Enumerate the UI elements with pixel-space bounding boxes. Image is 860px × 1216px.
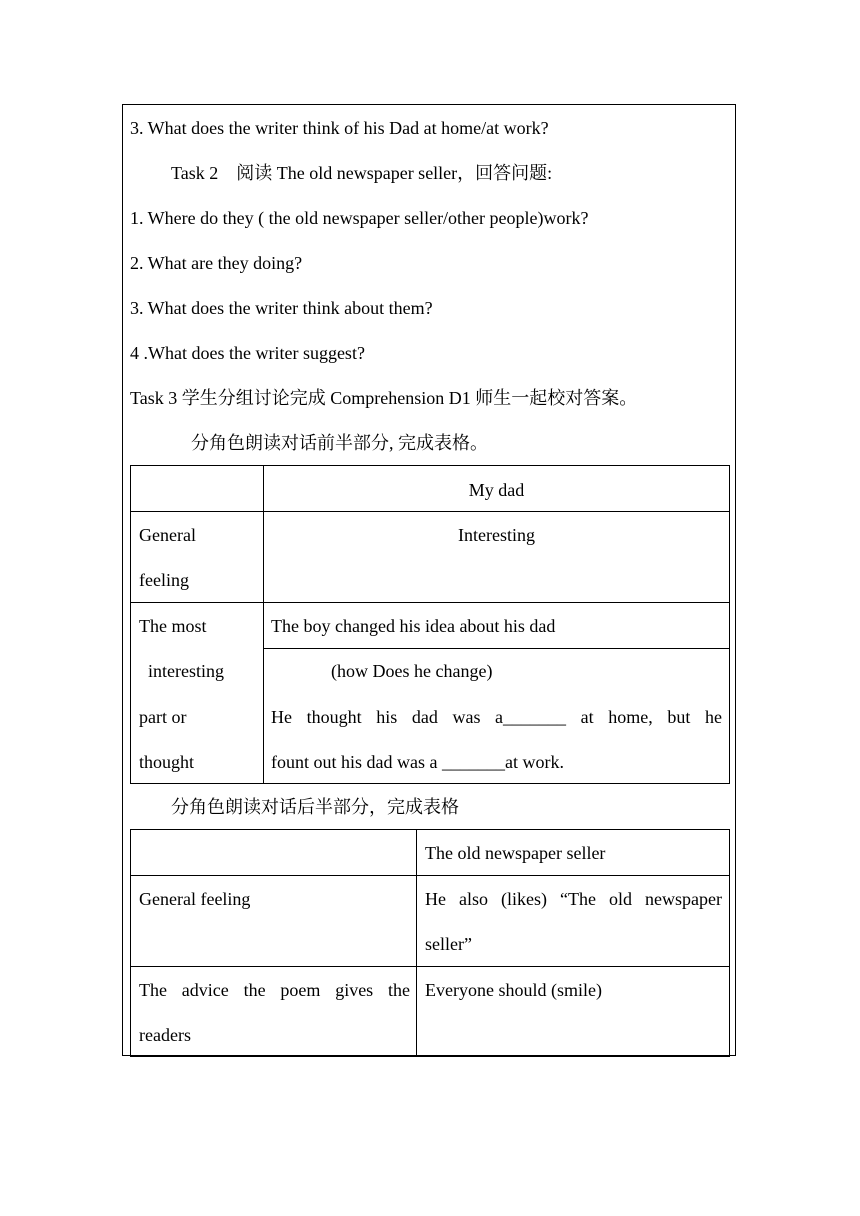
table2-row1-value: He also (likes) “The old newspaper [425, 889, 722, 909]
table2-row-divider [130, 966, 730, 967]
table2-row1-label: General feeling [139, 889, 251, 909]
table1-row1-value: Interesting [458, 525, 535, 545]
roleplay-instruction-1: 分角色朗读对话前半部分, 完成表格。 [191, 433, 488, 453]
table1-row-divider [130, 511, 730, 512]
table1-row1-label: feeling [139, 570, 189, 590]
table1-fill-in-line: He thought his dad was a_______ at home, but he [271, 707, 722, 727]
table2-row2-value: Everyone should (smile) [425, 980, 602, 1000]
table1-row2-label: part or [139, 707, 187, 727]
table2-header: The old newspaper seller [425, 843, 606, 863]
table2-column-divider [416, 829, 417, 1057]
table1-column-divider [263, 465, 264, 784]
question-3: 3. What does the writer think about them? [130, 298, 433, 318]
task-2-heading: Task 2 阅读 The old newspaper seller，回答问题: [171, 163, 553, 183]
question-4: 4 .What does the writer suggest? [130, 343, 365, 363]
table1-row1-label: General [139, 525, 196, 545]
table1-row2-label: interesting [148, 661, 224, 681]
question-3-dad: 3. What does the writer think of his Dad at home/at work? [130, 118, 549, 138]
table2-row2-label: readers [139, 1025, 191, 1045]
table1-header: My dad [468, 480, 525, 500]
roleplay-instruction-2: 分角色朗读对话后半部分，完成表格 [171, 797, 459, 817]
table1-fill-in-line: fount out his dad was a _______at work. [271, 752, 564, 772]
table1-row-divider [130, 602, 730, 603]
table2-row2-label: The advice the poem gives the [139, 980, 410, 1000]
table2-row-divider [130, 875, 730, 876]
table1-row2-subheading: (how Does he change) [331, 661, 493, 681]
table1-row2-label: The most [139, 616, 207, 636]
table1-inner-divider [263, 648, 730, 649]
task-3-heading: Task 3 学生分组讨论完成 Comprehension D1 师生一起校对答案。 [130, 388, 638, 408]
table2-row1-value: seller” [425, 934, 472, 954]
table1-row2-top: The boy changed his idea about his dad [271, 616, 556, 636]
question-1: 1. Where do they ( the old newspaper seller/other people)work? [130, 208, 589, 228]
table1-row2-label: thought [139, 752, 195, 772]
question-2: 2. What are they doing? [130, 253, 303, 273]
